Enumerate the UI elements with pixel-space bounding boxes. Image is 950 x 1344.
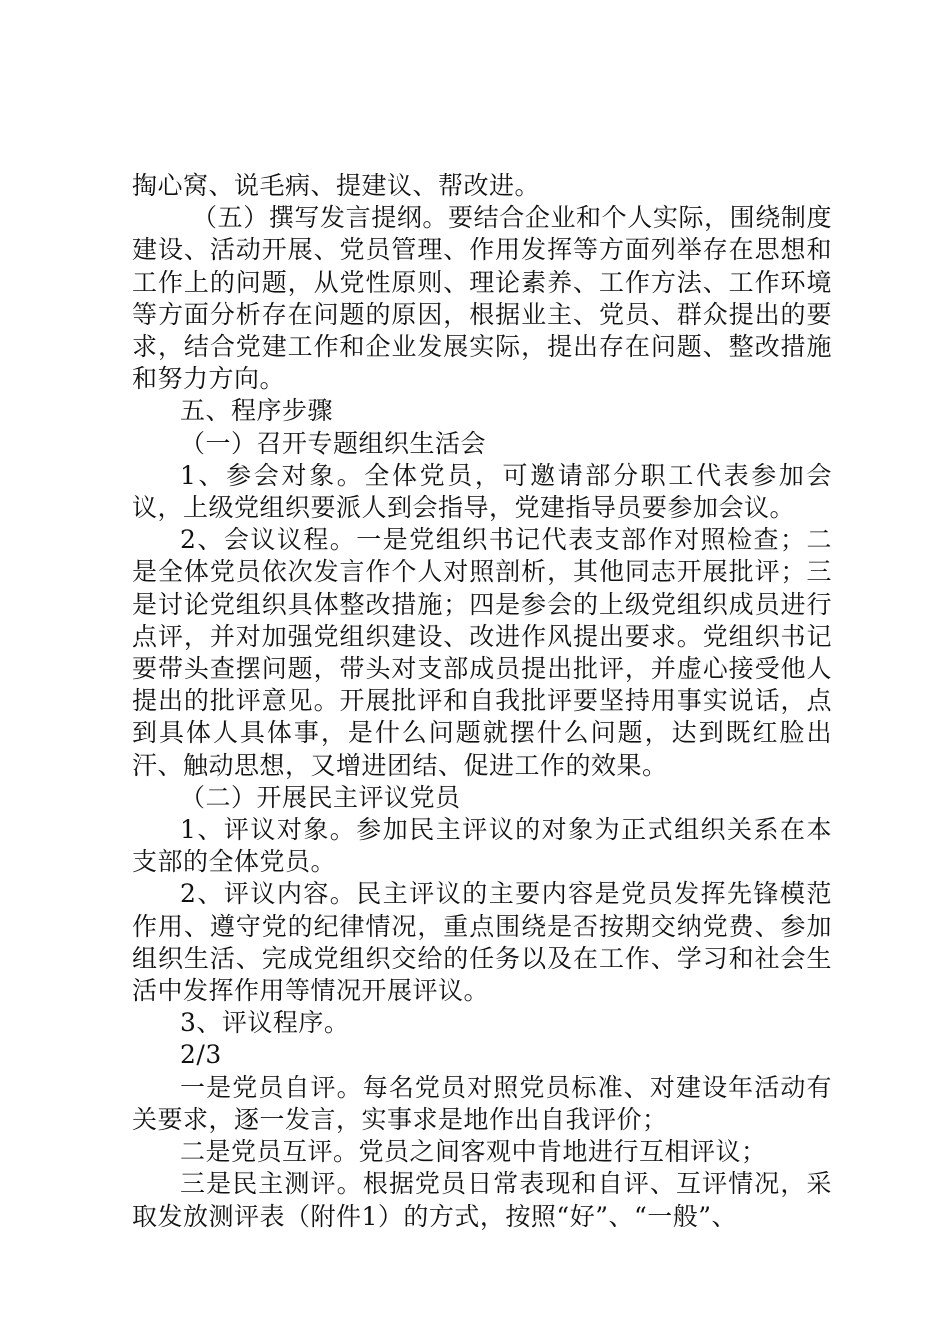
paragraph-agenda: 2、会议议程。一是党组织书记代表支部作对照检查；二是全体党员依次发言作个人对照剖析，其他同志开展批评；三是讨论党组织具体整改措施；四是参会的上级党组织成员进行点评，并对加强党组织建设、改进作风提出要求。党组织书记要带头查摆问题，带头对支部成员提出批评，并虚心接受他人提出的批评意见。开展批评和自我批评要坚持用事实说话，点到具体人具体事，是什么问题就摆什么问题，达到既红脸出汗、触动思想，又增进团结、促进工作的效果。 bbox=[132, 525, 832, 780]
paragraph-evaluation-target: 1、评议对象。参加民主评议的对象为正式组织关系在本支部的全体党员。 bbox=[132, 815, 832, 877]
paragraph-mutual-evaluation: 二是党员互评。党员之间客观中肯地进行互相评议； bbox=[180, 1137, 767, 1167]
heading-procedure-steps: 五、程序步骤 bbox=[180, 396, 334, 426]
paragraph-continuation: 掏心窝、说毛病、提建议、帮改进。 bbox=[132, 171, 541, 200]
paragraph-attendees: 1、参会对象。全体党员，可邀请部分职工代表参加会议，上级党组织要派人到会指导，党建指导员要参加会议。 bbox=[132, 460, 832, 523]
paragraph-evaluation-content: 2、评议内容。民主评议的主要内容是党员发挥先锋模范作用、遵守党的纪律情况，重点围绕是否按期交纳党费、参加组织生活、完成党组织交给的任务以及在工作、学习和社会生活中发挥作用等情况开展评议。 bbox=[132, 879, 832, 1006]
subheading-evaluation: （二）开展民主评议党员 bbox=[180, 782, 461, 812]
paragraph-section-5: （五）撰写发言提纲。要结合企业和个人实际，围绕制度建设、活动开展、党员管理、作用发挥等方面列举存在思想和工作上的问题，从党性原则、理论素养、工作方法、工作环境等方面分析存在问题的原因，根据业主、党员、群众提出的要求，结合党建工作和企业发展实际，提出存在问题、整改措施和努力方向。 bbox=[132, 203, 832, 394]
paragraph-self-evaluation: 一是党员自评。每名党员对照党员标准、对建设年活动有关要求，逐一发言，实事求是地作出自我评价； bbox=[132, 1072, 832, 1134]
subheading-meeting: （一）召开专题组织生活会 bbox=[180, 428, 487, 458]
document-body bbox=[132, 170, 832, 1233]
page-number: 2/3 bbox=[180, 1040, 222, 1070]
paragraph-democratic-evaluation: 三是民主测评。根据党员日常表现和自评、互评情况，采取发放测评表（附件1）的方式，按照“好”、“一般”、 bbox=[132, 1169, 832, 1231]
paragraph-evaluation-procedure: 3、评议程序。 bbox=[180, 1008, 350, 1038]
